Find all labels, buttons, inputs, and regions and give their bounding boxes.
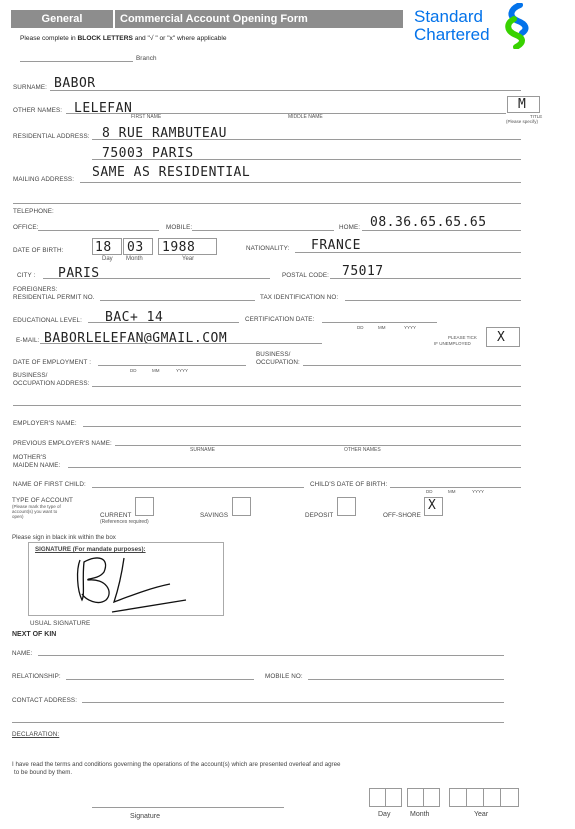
- brand-line1: Standard: [414, 7, 483, 26]
- employment-date-label: DATE OF EMPLOYMENT :: [13, 359, 92, 366]
- dob-label: DATE OF BIRTH:: [13, 247, 64, 254]
- decl-day-label: Day: [378, 811, 391, 818]
- offshore-label: OFF-SHORE: [383, 512, 421, 519]
- postal-code-value[interactable]: 75017: [342, 264, 384, 279]
- mothers-maiden-line[interactable]: [68, 467, 521, 468]
- kin-relationship-line[interactable]: [66, 679, 254, 680]
- office-line[interactable]: [38, 230, 159, 231]
- decl-month-box-1[interactable]: [407, 788, 424, 807]
- surname-label: SURNAME:: [13, 84, 48, 91]
- employer-name-label: EMPLOYER'S NAME:: [13, 420, 77, 427]
- residential-address-label: RESIDENTIAL ADDRESS:: [13, 133, 90, 140]
- other-names-value[interactable]: LELEFAN: [74, 101, 133, 116]
- form-title: Commercial Account Opening Form: [115, 10, 403, 28]
- business-occ-label-1: BUSINESS/: [256, 351, 291, 358]
- branch-label: Branch: [136, 55, 157, 62]
- instruction-pre: Please complete in: [20, 35, 78, 42]
- business-address-label-2: OCCUPATION ADDRESS:: [13, 380, 90, 387]
- declaration-signature-label: Signature: [130, 813, 160, 820]
- cert-dd: DD: [357, 325, 364, 330]
- permit-line[interactable]: [100, 300, 255, 301]
- city-label: CITY :: [17, 272, 36, 279]
- child-dob-label: CHILD'S DATE OF BIRTH:: [310, 481, 388, 488]
- tax-id-label: TAX IDENTIFICATION NO:: [260, 294, 339, 301]
- foreigners-label: FOREIGNERS:: [13, 286, 58, 293]
- current-checkbox[interactable]: [135, 497, 154, 516]
- city-value[interactable]: PARIS: [58, 266, 100, 281]
- certification-label: CERTIFICATION DATE:: [245, 316, 315, 323]
- mailing-line-1: [80, 182, 521, 183]
- telephone-label: TELEPHONE:: [13, 208, 54, 215]
- surname-line: [50, 90, 521, 91]
- kin-mobile-line[interactable]: [308, 679, 504, 680]
- dob-day-value: 18: [95, 240, 112, 255]
- title-label: TITLE: [530, 114, 543, 119]
- decl-year-box-3[interactable]: [483, 788, 501, 807]
- kin-relationship-label: RELATIONSHIP:: [12, 673, 61, 680]
- declaration-text-1: I have read the terms and conditions governing the operations of the account(s) which are presented overleaf and agree: [12, 761, 341, 768]
- offshore-value: X: [428, 498, 437, 513]
- decl-month-label: Month: [410, 811, 430, 818]
- account-type-hint-1: (Please mark the type of: [12, 504, 61, 509]
- dob-year-box[interactable]: [158, 238, 217, 255]
- emp-mm: MM: [152, 368, 160, 373]
- nationality-line: [295, 252, 521, 253]
- middle-name-label: MIDDLE NAME: [288, 114, 323, 120]
- unemployed-value: X: [497, 330, 506, 345]
- business-address-line-1[interactable]: [92, 386, 521, 387]
- kin-name-line[interactable]: [38, 655, 504, 656]
- emp-dd: DD: [130, 368, 137, 373]
- account-type-label: TYPE OF ACCOUNT: [12, 497, 73, 504]
- unemployed-checkbox[interactable]: [486, 327, 520, 347]
- prev-surname-label: SURNAME: [190, 447, 216, 453]
- mailing-address-value[interactable]: SAME AS RESIDENTIAL: [92, 165, 251, 180]
- business-occ-line[interactable]: [303, 365, 521, 366]
- dob-month-label: Month: [126, 256, 143, 262]
- current-hint: (References required): [100, 519, 149, 525]
- kin-name-label: NAME:: [12, 650, 33, 657]
- child-mm: MM: [448, 489, 456, 494]
- mailing-address-label: MAILING ADDRESS:: [13, 176, 75, 183]
- business-occ-label-2: OCCUPATION:: [256, 359, 300, 366]
- cert-yyyy: YYYY: [404, 325, 417, 330]
- previous-employer-line[interactable]: [115, 445, 521, 446]
- residential-address-line2[interactable]: 75003 PARIS: [102, 146, 194, 161]
- branch-line[interactable]: [20, 61, 133, 62]
- employer-name-line[interactable]: [83, 426, 521, 427]
- nationality-value[interactable]: FRANCE: [311, 238, 361, 253]
- dob-year-value: 1988: [162, 240, 196, 255]
- postal-code-label: POSTAL CODE:: [282, 272, 330, 279]
- first-child-label: NAME OF FIRST CHILD:: [13, 481, 86, 488]
- previous-employer-label: PREVIOUS EMPLOYER'S NAME:: [13, 440, 112, 447]
- instruction-bold: BLOCK LETTERS: [77, 35, 133, 42]
- next-of-kin-heading: NEXT OF KIN: [12, 631, 57, 638]
- offshore-checkbox[interactable]: [424, 497, 443, 516]
- decl-year-label: Year: [474, 811, 489, 818]
- child-dd: DD: [426, 489, 433, 494]
- business-address-label-1: BUSINESS/: [13, 372, 48, 379]
- section-tab: General: [11, 10, 113, 28]
- dob-year-label: Year: [182, 256, 195, 262]
- first-child-line[interactable]: [92, 487, 304, 488]
- decl-year-box-1[interactable]: [449, 788, 467, 807]
- title-box[interactable]: [507, 96, 540, 113]
- mothers-maiden-label-2: MAIDEN NAME:: [13, 462, 61, 469]
- tax-id-line[interactable]: [345, 300, 521, 301]
- signature-instruction: Please sign in black ink within the box: [12, 534, 116, 541]
- home-phone-value[interactable]: 08.36.65.65.65: [370, 215, 487, 230]
- surname-value[interactable]: BABOR: [54, 76, 96, 91]
- cert-mm: MM: [378, 325, 386, 330]
- declaration-signature-line[interactable]: [92, 807, 284, 808]
- emp-yyyy: YYYY: [176, 368, 189, 373]
- signature-box-label: SIGNATURE (For mandate purposes):: [35, 546, 146, 553]
- savings-checkbox[interactable]: [232, 497, 251, 516]
- child-dob-line[interactable]: [390, 487, 521, 488]
- declaration-heading: DECLARATION:: [12, 731, 60, 738]
- mailing-line-2: [13, 203, 521, 204]
- city-line: [43, 278, 270, 279]
- mobile-label: MOBILE:: [166, 224, 193, 231]
- employment-date-line[interactable]: [98, 365, 246, 366]
- handwritten-signature: [70, 550, 195, 618]
- dob-day-label: Day: [102, 256, 113, 262]
- kin-contact-address-line-2[interactable]: [12, 722, 504, 723]
- dob-month-value: 03: [127, 240, 144, 255]
- deposit-label: DEPOSIT: [305, 512, 334, 519]
- kin-mobile-label: MOBILE NO:: [265, 673, 303, 680]
- prev-other-names-label: OTHER NAMES: [344, 447, 381, 453]
- account-type-hint-2: account(s) you want to: [12, 509, 58, 514]
- other-names-label: OTHER NAMES:: [13, 107, 63, 114]
- education-value[interactable]: BAC+ 14: [105, 310, 164, 325]
- kin-contact-address-label: CONTACT ADDRESS:: [12, 697, 78, 704]
- nationality-label: NATIONALITY:: [246, 245, 290, 252]
- certification-line[interactable]: [322, 322, 437, 323]
- title-value: M: [518, 97, 527, 112]
- usual-signature-label: USUAL SIGNATURE: [30, 620, 91, 627]
- office-label: OFFICE:: [13, 224, 39, 231]
- title-hint: (Please specify): [506, 119, 539, 124]
- residential-permit-label: RESIDENTIAL PERMIT NO.: [13, 294, 95, 301]
- email-line: [40, 343, 322, 344]
- decl-day-box-1[interactable]: [369, 788, 386, 807]
- brand-line2: Chartered: [414, 25, 490, 44]
- instruction-post: and "√ " or "x" where applicable: [132, 35, 227, 42]
- first-name-label: FIRST NAME: [131, 114, 162, 120]
- email-value[interactable]: BABORLELEFAN@GMAIL.COM: [44, 331, 228, 346]
- account-type-hint-3: open): [12, 514, 24, 519]
- home-line: [362, 230, 521, 231]
- decl-year-box-2[interactable]: [466, 788, 484, 807]
- mobile-line[interactable]: [192, 230, 334, 231]
- instruction-line: [20, 35, 227, 42]
- residential-address-line1[interactable]: 8 RUE RAMBUTEAU: [102, 126, 227, 141]
- postal-code-line: [330, 278, 521, 279]
- unemployed-label-1: PLEASE TICK: [448, 335, 477, 340]
- child-yyyy: YYYY: [472, 489, 485, 494]
- home-label: HOME:: [339, 224, 361, 231]
- deposit-checkbox[interactable]: [337, 497, 356, 516]
- unemployed-label-2: IF UNEMPLOYED: [434, 341, 471, 346]
- declaration-text-2: to be bound by them.: [14, 769, 73, 776]
- mothers-maiden-label-1: MOTHER'S: [13, 454, 47, 461]
- education-label: EDUCATIONAL LEVEL:: [13, 317, 82, 324]
- residential-line-2: [92, 159, 521, 160]
- education-line: [88, 322, 239, 323]
- kin-contact-address-line-1[interactable]: [82, 702, 504, 703]
- business-address-line-2[interactable]: [13, 405, 521, 406]
- decl-year-box-4[interactable]: [500, 788, 519, 807]
- current-label: CURRENT: [100, 512, 132, 519]
- residential-line-1: [92, 139, 521, 140]
- dob-month-box[interactable]: [123, 238, 153, 255]
- brand-name: [414, 8, 490, 44]
- brand-logo-icon: [502, 3, 534, 49]
- savings-label: SAVINGS: [200, 512, 229, 519]
- decl-day-box-2[interactable]: [385, 788, 402, 807]
- email-label: E-MAIL:: [16, 337, 40, 344]
- decl-month-box-2[interactable]: [423, 788, 440, 807]
- dob-day-box[interactable]: [92, 238, 122, 255]
